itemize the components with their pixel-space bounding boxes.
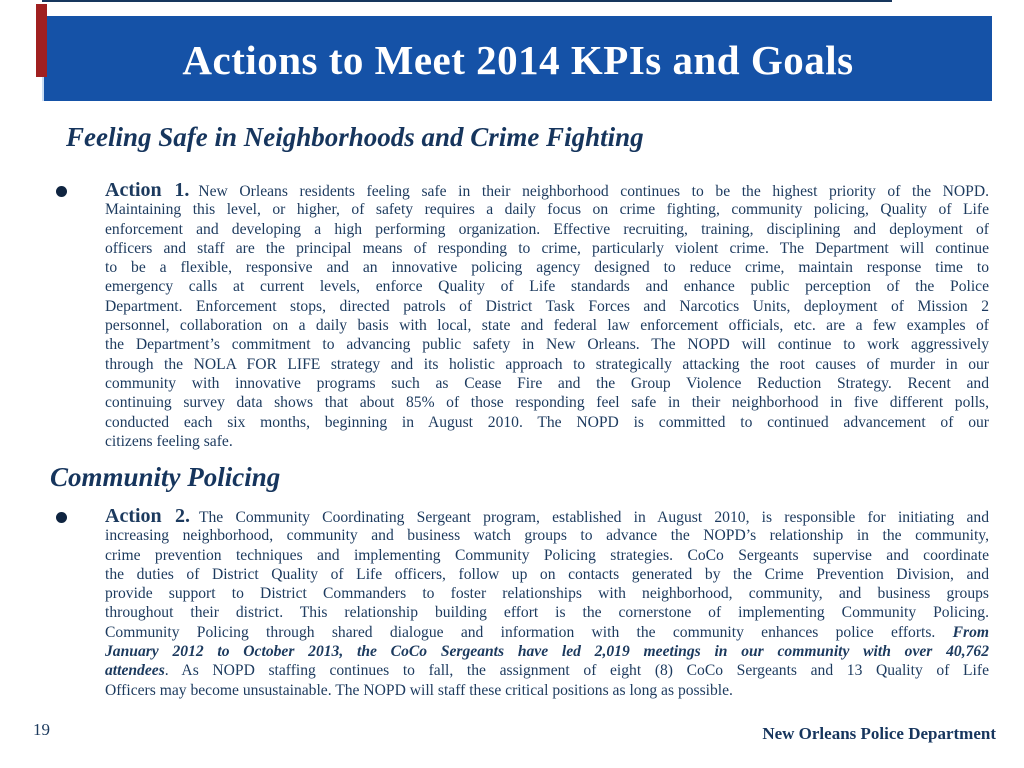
paragraph-line: through the NOLA FOR LIFE strategy and its holistic approach to strategically attacking the root causes of murder in our	[105, 355, 989, 373]
paragraph-line: citizens feeling safe.	[105, 432, 233, 450]
paragraph-line: conducted each six months, beginning in August 2010. The NOPD is committed to continued advancement of our	[105, 413, 989, 431]
paragraph-line: enforcement and developing a high performing organization. Effective recruiting, training, disciplining and deployment of	[105, 220, 989, 238]
paragraph-text: Community Policing through shared dialogue and information with the community enhances police efforts.	[105, 623, 953, 641]
action-2-paragraph	[105, 507, 989, 700]
action-1-label: Action 1.	[105, 179, 190, 201]
paragraph-text: New Orleans residents feeling safe in their neighborhood continues to be the highest priority of the NOPD.	[198, 183, 989, 200]
red-accent-bar	[36, 4, 47, 77]
paragraph-line: Department. Enforcement stops, directed patrols of District Task Forces and Narcotics Units, deployment of Mission 2	[105, 297, 989, 315]
paragraph-line: the duties of District Quality of Life officers, follow up on contacts generated by the Crime Prevention Division, and	[105, 565, 989, 583]
paragraph-line: community with innovative programs such as Cease Fire and the Group Violence Reduction Strategy. Recent and	[105, 374, 989, 392]
paragraph-line: Maintaining this level, or higher, of safety requires a daily focus on crime fighting, community policing, Quality of Life	[105, 201, 989, 219]
paragraph-line: personnel, collaboration on a daily basis with local, state and federal law enforcement officials, etc. are a few examples of	[105, 317, 989, 335]
top-border-line	[42, 0, 892, 2]
organization-footer: New Orleans Police Department	[762, 724, 996, 743]
paragraph-text: The Community Coordinating Sergeant program, established in August 2010, is responsible for initiating and	[198, 509, 989, 526]
slide-title: Actions to Meet 2014 KPIs and Goals	[182, 36, 854, 83]
paragraph-line	[105, 507, 989, 526]
paragraph-line	[105, 181, 989, 200]
emphasis-text: From	[952, 623, 989, 641]
paragraph-text: . As NOPD staffing continues to fall, the assignment of eight (8) CoCo Sergeants and 13 Quality of Life	[164, 662, 989, 680]
section-heading-feeling-safe: Feeling Safe in Neighborhoods and Crime Fighting	[66, 122, 644, 152]
bullet-icon	[56, 186, 67, 197]
paragraph-line: continuing survey data shows that about 85% of those responding feel safe in their neighborhood in five different polls,	[105, 394, 989, 412]
paragraph-line: officers and staff are the principal means of responding to crime, particularly violent crime. The Department will continue	[105, 239, 989, 257]
action-1-paragraph	[105, 181, 989, 451]
section-heading-community-policing: Community Policing	[50, 462, 281, 492]
emphasis-text: attendees	[105, 662, 165, 680]
paragraph-line: provide support to District Commanders to foster relationships with neighborhood, community, and business groups	[105, 585, 989, 603]
emphasis-line: January 2012 to October 2013, the CoCo Sergeants have led 2,019 meetings in our community with over 40,762	[105, 643, 989, 661]
paragraph-line: throughout their district. This relationship building effort is the cornerstone of implementing Community Policing.	[105, 604, 989, 622]
paragraph-line: the Department’s commitment to advancing public safety in New Orleans. The NOPD will continue to work aggressively	[105, 336, 989, 354]
paragraph-line: to be a flexible, responsive and an innovative policing agency designed to reduce crime, maintain response time to	[105, 259, 989, 277]
paragraph-line	[105, 661, 989, 680]
title-banner	[42, 16, 992, 101]
paragraph-line: emergency calls at current levels, enforce Quality of Life standards and enhance public perception of the Police	[105, 278, 989, 296]
paragraph-line: crime prevention techniques and implementing Community Policing strategies. CoCo Sergeants supervise and coordinate	[105, 546, 989, 564]
paragraph-line	[105, 623, 989, 642]
paragraph-line: Officers may become unsustainable. The NOPD will staff these critical positions as long as possible.	[105, 681, 733, 699]
paragraph-line: increasing neighborhood, community and business watch groups to advance the NOPD’s relationship in the community,	[105, 527, 989, 545]
bullet-icon	[56, 512, 67, 523]
page-number: 19	[33, 720, 50, 739]
action-2-label: Action 2.	[105, 505, 190, 527]
